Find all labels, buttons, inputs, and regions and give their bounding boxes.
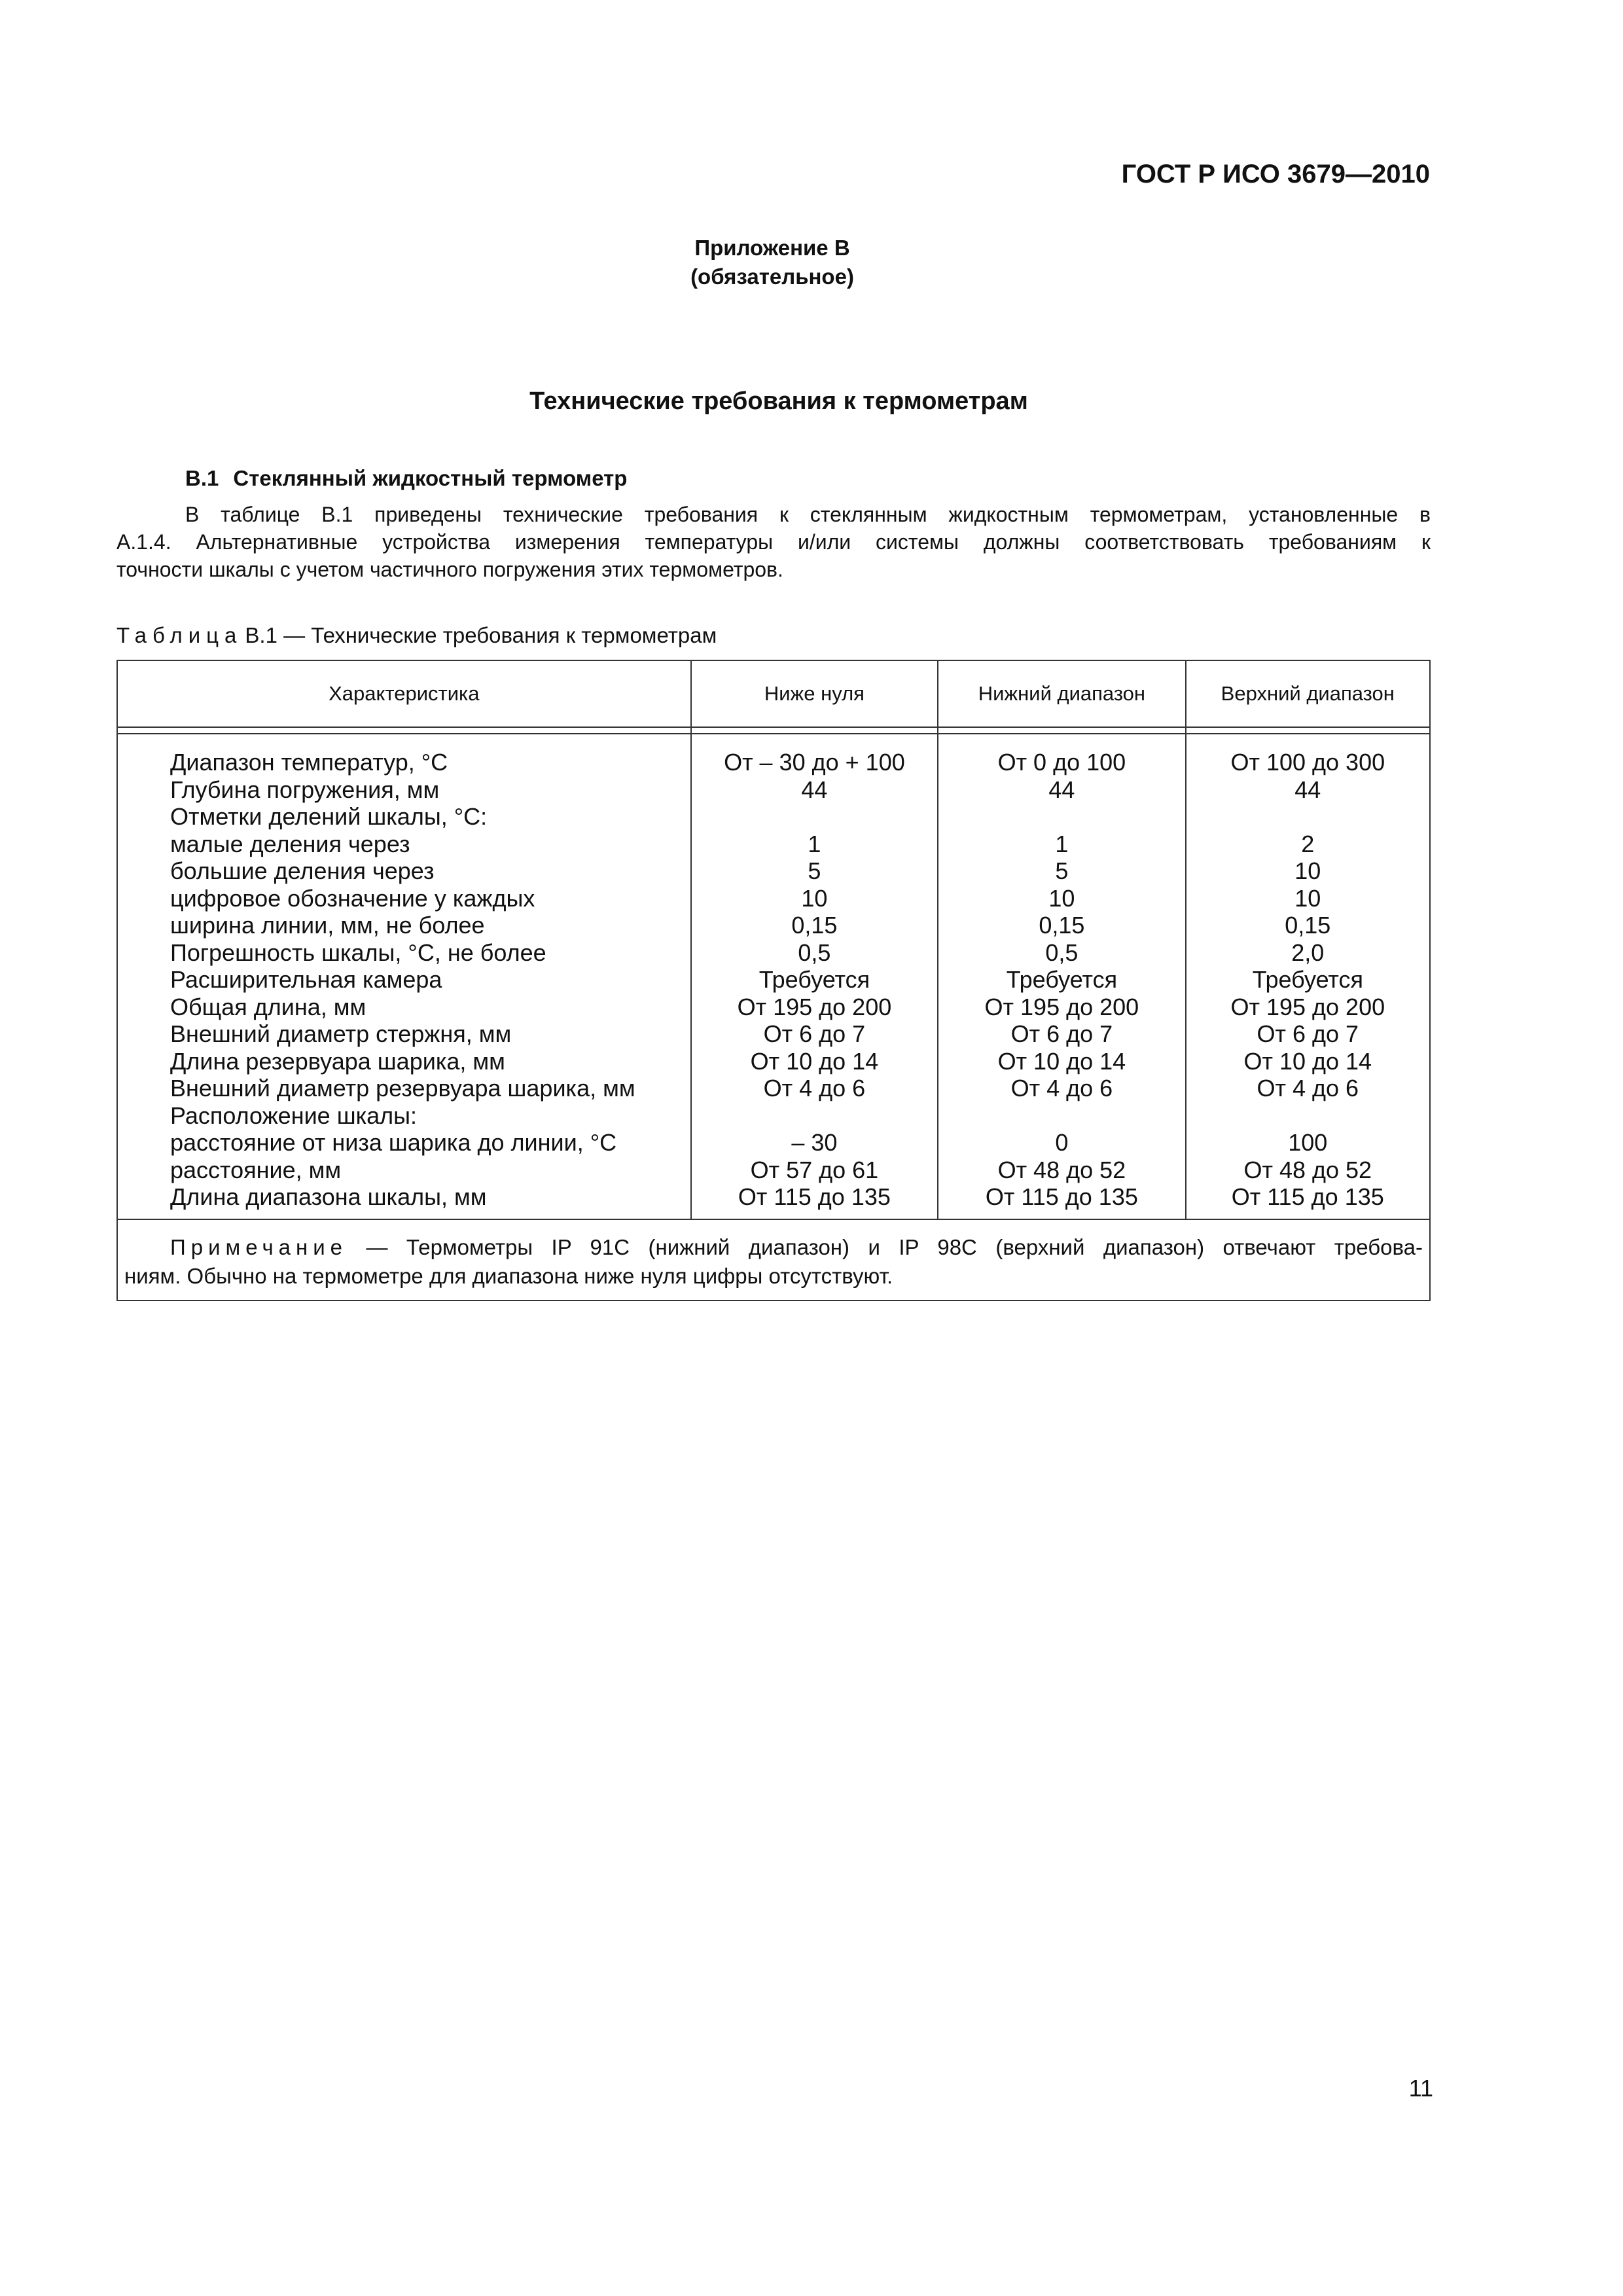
table-row [117, 994, 1430, 1021]
paragraph-line: точности шкалы с учетом частичного погружения этих термометров. [116, 558, 783, 581]
value-cell: От 195 до 200 [1186, 994, 1430, 1021]
value-cell [1186, 803, 1430, 831]
value-cell: Требуется [691, 966, 938, 994]
table-caption-text: В.1 — Технические требования к термометрам [245, 623, 717, 647]
page-number: 11 [1408, 2075, 1433, 2102]
section-number: В.1 [185, 466, 219, 490]
note-label: Примечание [170, 1234, 348, 1259]
header-separator [117, 727, 1430, 734]
value-cell: 0,15 [691, 912, 938, 939]
value-cell: От 10 до 14 [1186, 1048, 1430, 1075]
standard-designation: ГОСТ Р ИСО 3679—2010 [1121, 160, 1430, 188]
table-row [117, 1129, 1430, 1157]
requirements-table [116, 660, 1431, 1301]
column-header: Нижний диапазон [938, 660, 1185, 727]
characteristic-cell: Внешний диаметр стержня, мм [117, 1020, 691, 1048]
table-spacer [117, 1211, 1430, 1219]
value-cell: От 10 до 14 [691, 1048, 938, 1075]
value-cell [691, 803, 938, 831]
value-cell: От 0 до 100 [938, 749, 1185, 776]
value-cell: От 6 до 7 [691, 1020, 938, 1048]
column-header: Характеристика [117, 660, 691, 727]
table-row [117, 1048, 1430, 1075]
column-header: Ниже нуля [691, 660, 938, 727]
value-cell: 0,5 [691, 939, 938, 967]
value-cell: 44 [691, 776, 938, 804]
characteristic-cell: Глубина погружения, мм [117, 776, 691, 804]
value-cell: От 115 до 135 [1186, 1183, 1430, 1211]
table-row [117, 1157, 1430, 1184]
characteristic-cell: Внешний диаметр резервуара шарика, мм [117, 1075, 691, 1102]
column-header: Верхний диапазон [1186, 660, 1430, 727]
characteristic-cell: цифровое обозначение у каждых [117, 885, 691, 912]
characteristic-cell: Расширительная камера [117, 966, 691, 994]
characteristic-cell: ширина линии, мм, не более [117, 912, 691, 939]
value-cell: 5 [691, 857, 938, 885]
paragraph-line: В таблице В.1 приведены технические требования к стеклянным жидкостным термометрам, установленные в [185, 503, 1431, 526]
table-row [117, 1075, 1430, 1102]
characteristic-cell: Расположение шкалы: [117, 1102, 691, 1130]
value-cell: 10 [938, 885, 1185, 912]
value-cell: 10 [1186, 885, 1430, 912]
table-note [117, 1219, 1430, 1300]
characteristic-cell: Длина диапазона шкалы, мм [117, 1183, 691, 1211]
table-row [117, 831, 1430, 858]
table-body [117, 734, 1430, 1211]
section-heading [185, 466, 627, 491]
characteristic-cell: Диапазон температур, °С [117, 749, 691, 776]
value-cell: От – 30 до + 100 [691, 749, 938, 776]
value-cell [938, 1102, 1185, 1130]
value-cell: От 4 до 6 [938, 1075, 1185, 1102]
note-line [118, 1233, 1429, 1262]
value-cell: 2 [1186, 831, 1430, 858]
value-cell: 44 [938, 776, 1185, 804]
characteristic-cell: большие деления через [117, 857, 691, 885]
value-cell: – 30 [691, 1129, 938, 1157]
value-cell: 2,0 [1186, 939, 1430, 967]
value-cell [1186, 1102, 1430, 1130]
value-cell: От 6 до 7 [1186, 1020, 1430, 1048]
table-row [117, 939, 1430, 967]
value-cell: 0 [938, 1129, 1185, 1157]
value-cell: От 195 до 200 [938, 994, 1185, 1021]
value-cell: От 6 до 7 [938, 1020, 1185, 1048]
value-cell: 0,15 [938, 912, 1185, 939]
characteristic-cell: Погрешность шкалы, °С, не более [117, 939, 691, 967]
table-row [117, 803, 1430, 831]
annex-status: (обязательное) [690, 264, 854, 289]
table-spacer [117, 734, 1430, 749]
value-cell: 5 [938, 857, 1185, 885]
characteristic-cell: малые деления через [117, 831, 691, 858]
value-cell: 100 [1186, 1129, 1430, 1157]
section-title: Стеклянный жидкостный термометр [233, 466, 628, 490]
table-note-row [117, 1219, 1430, 1300]
value-cell: От 115 до 135 [691, 1183, 938, 1211]
table-caption-label: Таблица [116, 623, 243, 647]
value-cell: От 48 до 52 [1186, 1157, 1430, 1184]
value-cell: 10 [691, 885, 938, 912]
value-cell: От 4 до 6 [1186, 1075, 1430, 1102]
value-cell [691, 1102, 938, 1130]
value-cell: От 48 до 52 [938, 1157, 1185, 1184]
table-row [117, 1102, 1430, 1130]
note-line: ниям. Обычно на термометре для диапазона ниже нуля цифры отсутствуют. [124, 1263, 893, 1288]
value-cell: 1 [938, 831, 1185, 858]
annex-label: Приложение В [694, 236, 850, 260]
annex-title: Технические требования к термометрам [529, 387, 1028, 415]
table-row [117, 776, 1430, 804]
table-header-row [117, 660, 1430, 727]
table-row [117, 749, 1430, 776]
paragraph-line: А.1.4. Альтернативные устройства измерения температуры и/или системы должны соответствовать требованиям к [116, 530, 1431, 554]
table-row [117, 1020, 1430, 1048]
value-cell: 44 [1186, 776, 1430, 804]
table-row [117, 1183, 1430, 1211]
value-cell: От 10 до 14 [938, 1048, 1185, 1075]
value-cell: 1 [691, 831, 938, 858]
section-paragraph [116, 501, 1431, 583]
value-cell: От 57 до 61 [691, 1157, 938, 1184]
value-cell: 0,15 [1186, 912, 1430, 939]
characteristic-cell: Длина резервуара шарика, мм [117, 1048, 691, 1075]
characteristic-cell: расстояние от низа шарика до линии, °С [117, 1129, 691, 1157]
characteristic-cell: расстояние, мм [117, 1157, 691, 1184]
table-caption [116, 623, 717, 648]
value-cell: От 115 до 135 [938, 1183, 1185, 1211]
table-row [117, 966, 1430, 994]
value-cell: 10 [1186, 857, 1430, 885]
value-cell: От 195 до 200 [691, 994, 938, 1021]
value-cell: От 100 до 300 [1186, 749, 1430, 776]
characteristic-cell: Отметки делений шкалы, °С: [117, 803, 691, 831]
table-row [117, 912, 1430, 939]
table-row [117, 885, 1430, 912]
table-row [117, 857, 1430, 885]
value-cell: Требуется [1186, 966, 1430, 994]
value-cell [938, 803, 1185, 831]
value-cell: От 4 до 6 [691, 1075, 938, 1102]
value-cell: 0,5 [938, 939, 1185, 967]
value-cell: Требуется [938, 966, 1185, 994]
characteristic-cell: Общая длина, мм [117, 994, 691, 1021]
note-text: — Термометры IP 91C (нижний диапазон) и IP 98C (верхний диапазон) отвечают требова- [366, 1234, 1423, 1259]
